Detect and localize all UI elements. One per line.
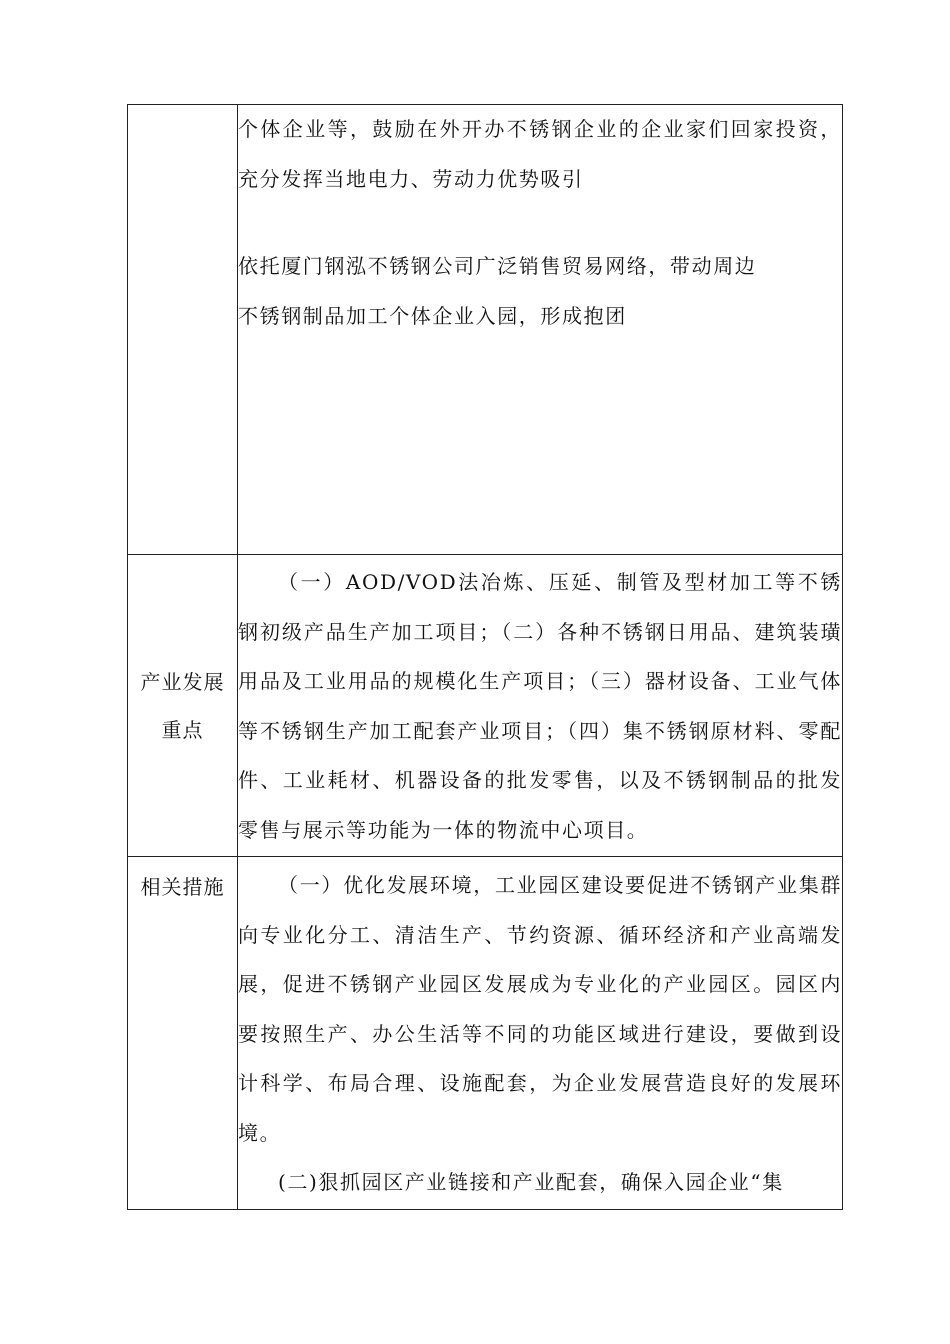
row-label-cell (128, 555, 238, 857)
paragraph: 依托厦门钢泓不锈钢公司广泛销售贸易网络，带动周边 (238, 254, 757, 278)
table-row (128, 105, 843, 555)
row-content-cell (238, 105, 843, 555)
row-label-cell (128, 105, 238, 555)
paragraph: （一）优化发展环境，工业园区建设要促进不锈钢产业集群向专业化分工、清洁生产、节约资源、循环经济和产业高端发展，促进不锈钢产业园区发展成为专业化的产业园区。园区内要按照生产、办公生活等不同的功能区域进行建设，要做到设计科学、布局合理、设施配套，为企业发展营造良好的发展环境。 (238, 873, 842, 1145)
paragraph: 不锈钢制品加工个体企业入园，形成抱团 (238, 303, 627, 328)
paragraph: (二)狠抓园区产业链接和产业配套，确保入园企业“集 (278, 1170, 784, 1194)
row-content-cell (238, 857, 843, 1210)
table-row (128, 857, 843, 1210)
table-row (128, 555, 843, 857)
row-label-measures: 相关措施 (140, 875, 225, 899)
paragraph: 个体企业等，鼓励在外开办不锈钢企业的企业家们回家投资，充分发挥当地电力、劳动力优势吸引 (238, 117, 842, 191)
row-label-industry-focus: 产业发展重点 (140, 669, 225, 742)
paragraph: （一）AOD/VOD法冶炼、压延、制管及型材加工等不锈钢初级产品生产加工项目；（二）各种不锈钢日用品、建筑装璜用品及工业用品的规模化生产项目；（三）器材设备、工业气体等不锈钢生产加工配套产业项目；（四）集不锈钢原材料、零配件、工业耗材、机器设备的批发零售，以及不锈钢制品的批发零售与展示等功能为一体的物流中心项目。 (238, 570, 842, 842)
document-table (127, 104, 843, 1210)
row-content-cell (238, 555, 843, 857)
row-label-cell (128, 857, 238, 1210)
